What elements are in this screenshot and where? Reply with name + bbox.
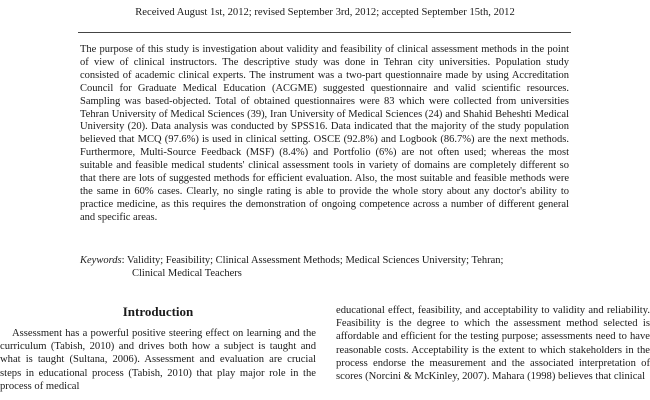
received-dates-line: Received August 1st, 2012; revised September 3rd, 2012; accepted September 15th, 2012 <box>135 7 515 18</box>
keywords-line-2: Clinical Medical Teachers <box>132 267 242 279</box>
right-column-paragraph: educational effect, feasibility, and acceptability to validity and reliability. Feasibility is the degree to which the assessment method selected is affordable and efficient for the testing purpose; assessments need to have reasonable costs. Acceptability is the extent to which stakeholders in the process endorse the measurement and the associated interpretation of scores (Norcini & McKinley, 2007). Mahara (1998) believes that clinical <box>336 305 650 383</box>
header-divider <box>78 32 571 33</box>
abstract-paragraph: The purpose of this study is investigation about validity and feasibility of clinical assessment methods in the point of view of clinical instructors. The descriptive study was done in Tehran city universities. Population study consisted of academic clinical experts. The instrument was a two-part questionnaire made by using Accreditation Council for Graduate Medical Education (ACGME) suggested questionnaire and valid scientific resources. Sampling was based-objected. Total of obtained questionnaires were 83 which were collected from universities Tehran University of Medical Sciences (39), Iran University of Medical Sciences (24) and Shahid Beheshti Medical University (20). Data analysis was conducted by SPSS16. Data indicated that the majority of the study population believed that MCQ (97.6%) is used in clinical setting. OSCE (92.8%) and Logbook (86.7%) are the next methods. Furthermore, Multi-Source Feedback (MSF) (8.4%) and Portfolio (6%) are not often used; whereas the most suitable and feasible medical students' clinical assessment tools in variety of domains are completely different so that there are lots of suggested methods for efficient evaluation. Also, the most suitable and feasible methods were the same in 60% cases. Clearly, no single rating is able to provide the whole story about any doctor's ability to practice medicine, as this requires the demonstration of ongoing competence across a number of different general and specific areas. <box>80 44 569 223</box>
left-column <box>0 304 316 393</box>
keywords-block: Keywords: Validity; Feasibility; Clinical Assessment Methods; Medical Sciences University; Tehran; Clinical Medical Teachers <box>80 255 569 281</box>
introduction-paragraph: Assessment has a powerful positive steering effect on learning and the curriculum (Tabish, 2010) and drives both how a subject is taught and what is taught (Sultana, 2006). Assessment and evaluation are crucial steps in educational process (Tabish, 2010) that play major role in the process of medical <box>0 328 316 392</box>
right-column <box>336 304 650 383</box>
keywords-label: Keywords <box>80 255 122 266</box>
introduction-heading: Introduction <box>122 304 194 319</box>
keywords-line-1: Validity; Feasibility; Clinical Assessment Methods; Medical Sciences University; Tehran; <box>126 255 504 266</box>
